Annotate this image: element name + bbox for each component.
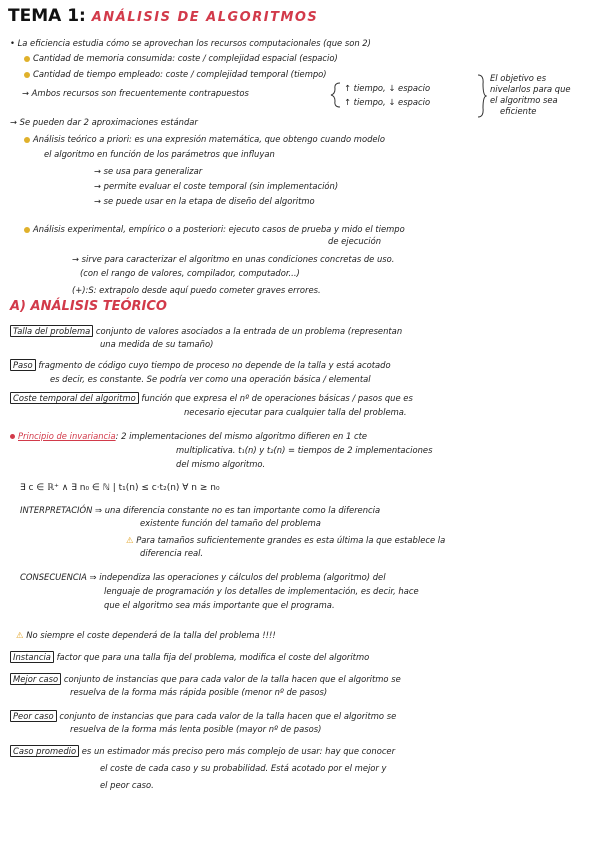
def-talla xyxy=(10,326,402,337)
aprox-line-7-text: Análisis experimental, empírico o a posteriori: ejecuto casos de prueba y mido el tiempo xyxy=(33,224,405,234)
interp-3 xyxy=(126,535,445,546)
term-box: Instancia xyxy=(10,651,54,663)
section-title: A) ANÁLISIS TEÓRICO xyxy=(10,299,167,314)
brace-icon xyxy=(330,82,342,108)
aprox-line-5: → permite evaluar el coste temporal (sin implementación) xyxy=(94,181,339,191)
def-paso-2: es decir, es constante. Se podría ver como una operación básica / elemental xyxy=(50,374,371,384)
intro-line-4b: ↑ tiempo, ↓ espacio xyxy=(344,97,431,107)
def-invariancia-3: del mismo algoritmo. xyxy=(176,459,266,469)
bullet-dot-icon xyxy=(24,72,30,78)
intro-side-4: eficiente xyxy=(500,106,537,116)
intro-line-4: → Ambos recursos son frecuentemente contrapuestos xyxy=(22,88,249,98)
term-box: Talla del problema xyxy=(10,325,93,337)
def-paso xyxy=(10,360,391,371)
intro-line-2-text: Cantidad de memoria consumida: coste / complejidad espacial (espacio) xyxy=(33,53,338,63)
cons-1: CONSECUENCIA ⇒ independiza las operaciones y cálculos del problema (algoritmo) del xyxy=(20,572,386,582)
intro-line-1: • La eficiencia estudia cómo se aprovechan los recursos computacionales (que son 2) xyxy=(10,38,371,48)
intro-line-4a: ↑ tiempo, ↓ espacio xyxy=(344,83,431,93)
def-talla-2: una medida de su tamaño) xyxy=(100,339,214,349)
term-box: Peor caso xyxy=(10,710,57,722)
interp-2: existente función del tamaño del problema xyxy=(140,518,321,528)
def-mejor xyxy=(10,674,401,685)
bullet-dot-icon xyxy=(10,434,15,439)
aprox-line-6: → se puede usar en la etapa de diseño del algoritmo xyxy=(94,196,315,206)
bullet-dot-icon xyxy=(24,137,30,143)
term-box: Mejor caso xyxy=(10,673,61,685)
term-box: Coste temporal del algoritmo xyxy=(10,392,139,404)
title-sub: ANÁLISIS DE ALGORITMOS xyxy=(91,10,319,25)
warning-icon: ⚠ xyxy=(16,630,24,640)
def-text: conjunto de instancias que para cada valor de la talla hacen que el algoritmo se xyxy=(63,674,401,684)
intro-side-2: nivelarlos para que xyxy=(490,84,571,94)
aprox-line-2-text: Análisis teórico a priori: es una expresión matemática, que obtengo cuando modelo xyxy=(33,134,385,144)
def-peor-2: resuelva de la forma más lenta posible (mayor nº de pasos) xyxy=(70,724,322,734)
formula: ∃ c ∈ ℝ⁺ ∧ ∃ n₀ ∈ ℕ | t₁(n) ≤ c·t₂(n) ∀ n ≥ n₀ xyxy=(20,483,220,493)
def-peor xyxy=(10,711,396,722)
def-text: : 2 implementaciones del mismo algoritmo difieren en 1 cte xyxy=(115,431,368,441)
intro-line-3-text: Cantidad de tiempo empleado: coste / complejidad temporal (tiempo) xyxy=(33,69,327,79)
cons-3: que el algoritmo sea más importante que el programa. xyxy=(104,600,335,610)
term-box: Caso promedio xyxy=(10,745,79,757)
def-medio xyxy=(10,746,395,757)
term-invariancia: Principio de invariancia xyxy=(18,431,116,441)
def-text: fragmento de código cuyo tiempo de proceso no depende de la talla y está acotado xyxy=(38,360,391,370)
intro-line-2 xyxy=(24,53,338,64)
def-text: es un estimador más preciso pero más complejo de usar: hay que conocer xyxy=(81,746,396,756)
def-text: conjunto de instancias que para cada valor de la talla hacen que el algoritmo se xyxy=(59,711,397,721)
def-medio-3: el peor caso. xyxy=(100,780,154,790)
def-text: factor que para una talla fija del problema, modifica el coste del algoritmo xyxy=(56,652,370,662)
def-coste xyxy=(10,393,413,404)
def-invariancia xyxy=(10,431,367,442)
def-medio-2: el coste de cada caso y su probabilidad. Está acotado por el mejor y xyxy=(100,763,387,773)
interp-3-text: Para tamaños suficientemente grandes es esta última la que establece la xyxy=(136,535,446,545)
aprox-line-1: → Se pueden dar 2 aproximaciones estándar xyxy=(10,117,198,127)
warning-text: No siempre el coste dependerá de la talla del problema !!!! xyxy=(26,630,276,640)
bullet-dot-icon xyxy=(24,227,30,233)
intro-side-1: El objetivo es xyxy=(490,73,547,83)
def-instancia xyxy=(10,652,369,663)
def-invariancia-2: multiplicativa. t₁(n) y t₂(n) = tiempos de 2 implementaciones xyxy=(176,445,433,455)
aprox-line-3: el algoritmo en función de los parámetros que influyan xyxy=(44,149,275,159)
interp-1: INTERPRETACIÓN ⇒ una diferencia constante no es tan importante como la diferencia xyxy=(20,505,381,515)
aprox-line-4: → se usa para generalizar xyxy=(94,166,203,176)
term-box: Paso xyxy=(10,359,36,371)
aprox-line-9: → sirve para caracterizar el algoritmo en unas condiciones concretas de uso. xyxy=(72,254,395,264)
def-mejor-2: resuelva de la forma más rápida posible (menor nº de pasos) xyxy=(70,687,328,697)
warning-line xyxy=(16,630,276,641)
brace-icon xyxy=(477,74,487,118)
cons-2: lenguaje de programación y los detalles de implementación, es decir, hace xyxy=(104,586,419,596)
def-text: conjunto de valores asociados a la entrada de un problema (representan xyxy=(95,326,403,336)
warning-icon: ⚠ xyxy=(126,535,134,545)
interp-4: diferencia real. xyxy=(140,548,204,558)
intro-side-3: el algoritmo sea xyxy=(490,95,558,105)
def-text: función que expresa el nº de operaciones básicas / pasos que es xyxy=(141,393,413,403)
bullet-dot-icon xyxy=(24,56,30,62)
aprox-line-8: de ejecución xyxy=(328,236,382,246)
title-main: TEMA 1: xyxy=(8,6,86,26)
def-coste-2: necesario ejecutar para cualquier talla del problema. xyxy=(184,407,407,417)
intro-line-3 xyxy=(24,69,327,80)
aprox-line-11: (+):S: extrapolo desde aquí puedo cometer graves errores. xyxy=(72,285,321,295)
aprox-line-7 xyxy=(24,224,405,235)
page-title xyxy=(8,6,318,26)
aprox-line-2 xyxy=(24,134,385,145)
aprox-line-10: (con el rango de valores, compilador, computador...) xyxy=(80,268,300,278)
